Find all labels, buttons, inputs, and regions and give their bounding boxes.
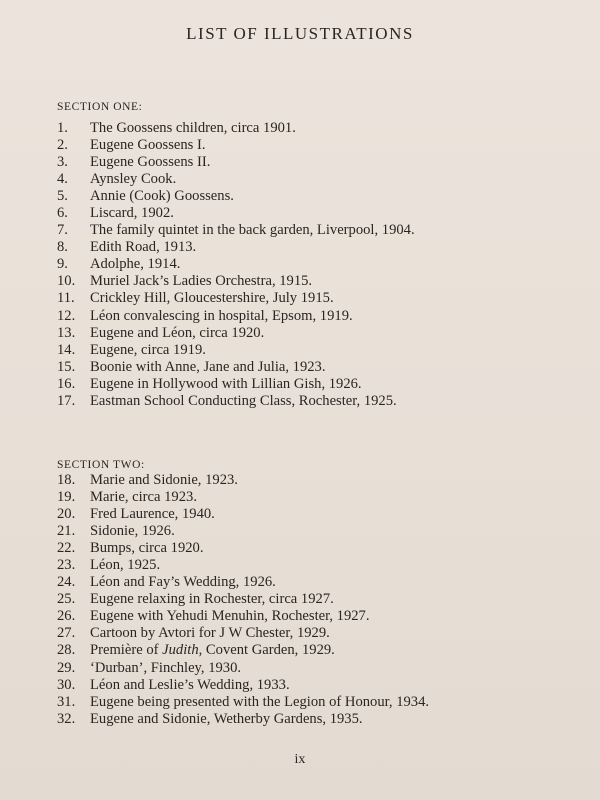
- item-caption: Marie and Sidonie, 1923.: [90, 472, 238, 488]
- illustration-item: [57, 290, 415, 307]
- item-caption: Marie, circa 1923.: [90, 489, 197, 506]
- item-caption: Eugene being presented with the Legion of Honour, 1934.: [90, 693, 430, 710]
- item-number: 31.: [57, 693, 76, 710]
- item-caption: Edith Road, 1913.: [90, 239, 197, 256]
- item-number: 17.: [57, 392, 76, 409]
- item-number: 26.: [57, 608, 76, 625]
- item-caption-italic: Judith: [162, 642, 199, 659]
- page-title: LIST OF ILLUSTRATIONS: [186, 24, 414, 43]
- illustration-item: [57, 308, 415, 325]
- item-caption: Annie (Cook) Goossens.: [90, 188, 234, 205]
- item-number: 29.: [57, 659, 76, 676]
- illustration-item: [57, 557, 429, 574]
- item-number: 22.: [57, 540, 76, 557]
- illustration-item: [57, 205, 415, 222]
- item-caption: Aynsley Cook.: [90, 171, 177, 188]
- illustration-item: [57, 239, 415, 256]
- illustration-item: [57, 506, 429, 523]
- page-number: ix: [294, 752, 306, 767]
- item-caption: Léon and Fay’s Wedding, 1926.: [90, 574, 276, 591]
- item-caption: Liscard, 1902.: [90, 205, 174, 222]
- illustration-item: [57, 137, 415, 154]
- illustration-item: [57, 342, 415, 359]
- item-number: 14.: [57, 341, 76, 358]
- item-number: 2.: [57, 137, 68, 154]
- item-caption: Adolphe, 1914.: [90, 256, 181, 273]
- item-number: 6.: [57, 205, 68, 222]
- item-caption: Léon, 1925.: [90, 557, 161, 574]
- item-number: 25.: [57, 591, 76, 608]
- illustration-item: [57, 574, 429, 591]
- item-number: 11.: [57, 290, 75, 307]
- illustration-item: [57, 472, 429, 489]
- item-number: 32.: [57, 710, 76, 727]
- illustration-item: [57, 523, 429, 540]
- item-number: 20.: [57, 506, 76, 523]
- item-number: 9.: [57, 256, 68, 273]
- illustration-item: [57, 154, 415, 171]
- item-caption: The Goossens children, circa 1901.: [90, 120, 296, 136]
- item-number: 24.: [57, 574, 76, 591]
- illustration-item: [57, 256, 415, 273]
- item-number: 7.: [57, 222, 68, 239]
- item-number: 12.: [57, 307, 76, 324]
- illustration-item: [57, 376, 415, 393]
- illustration-item: [57, 393, 415, 410]
- illustration-item: [57, 489, 429, 506]
- item-number: 19.: [57, 489, 76, 506]
- item-caption: Fred Laurence, 1940.: [90, 506, 215, 523]
- illustration-item: [57, 694, 429, 711]
- illustration-item: [57, 677, 429, 694]
- section-one-header: SECTION ONE:: [57, 101, 143, 113]
- illustration-item: [57, 608, 429, 625]
- item-caption: Cartoon by Avtori for J W Chester, 1929.: [90, 625, 330, 642]
- item-number: 4.: [57, 171, 68, 188]
- item-caption: ‘Durban’, Finchley, 1930.: [90, 659, 242, 676]
- item-caption: Eugene in Hollywood with Lillian Gish, 1926.: [90, 375, 362, 392]
- section-two-header: SECTION TWO:: [57, 459, 145, 471]
- item-caption: Eugene Goossens I.: [90, 137, 206, 154]
- item-caption: Muriel Jack’s Ladies Orchestra, 1915.: [90, 273, 313, 290]
- illustration-item: [57, 359, 415, 376]
- illustration-item: [57, 625, 429, 642]
- item-caption-rest: , Covent Garden, 1929.: [198, 642, 335, 659]
- illustration-item: [57, 325, 415, 342]
- illustration-item: [57, 591, 429, 608]
- section-two-list: [57, 472, 429, 728]
- item-number: 15.: [57, 358, 76, 375]
- item-caption: Bumps, circa 1920.: [90, 540, 204, 557]
- item-number: 30.: [57, 676, 76, 693]
- item-caption: Eugene with Yehudi Menuhin, Rochester, 1927.: [90, 608, 370, 625]
- item-caption: Eugene, circa 1919.: [90, 341, 206, 358]
- item-caption: Léon convalescing in hospital, Epsom, 1919.: [90, 307, 353, 324]
- illustration-item: [57, 222, 415, 239]
- item-caption: Eugene relaxing in Rochester, circa 1927.: [90, 591, 334, 608]
- illustration-item: [57, 642, 429, 659]
- item-number: 18.: [57, 472, 76, 488]
- item-caption: Eugene and Sidonie, Wetherby Gardens, 1935.: [90, 710, 363, 727]
- item-number: 10.: [57, 273, 76, 290]
- item-number: 3.: [57, 154, 68, 171]
- item-number: 13.: [57, 324, 76, 341]
- item-caption: Boonie with Anne, Jane and Julia, 1923.: [90, 358, 326, 375]
- item-number: 28.: [57, 642, 76, 659]
- illustration-item: [57, 711, 429, 728]
- item-caption: Léon and Leslie’s Wedding, 1933.: [90, 676, 290, 693]
- item-caption: Sidonie, 1926.: [90, 523, 175, 540]
- item-number: 1.: [57, 120, 68, 136]
- item-caption: Première of: [90, 642, 163, 659]
- item-caption: Eugene Goossens II.: [90, 154, 211, 171]
- item-number: 5.: [57, 188, 68, 205]
- item-number: 23.: [57, 557, 76, 574]
- item-number: 27.: [57, 625, 76, 642]
- item-caption: The family quintet in the back garden, Liverpool, 1904.: [90, 222, 415, 239]
- item-caption: Eugene and Léon, circa 1920.: [90, 324, 265, 341]
- illustration-item: [57, 273, 415, 290]
- illustration-item: [57, 188, 415, 205]
- illustration-item: [57, 120, 415, 137]
- illustration-item: [57, 540, 429, 557]
- item-number: 16.: [57, 375, 76, 392]
- item-caption: Eastman School Conducting Class, Rochester, 1925.: [90, 392, 397, 409]
- item-number: 8.: [57, 239, 68, 256]
- item-caption: Crickley Hill, Gloucestershire, July 1915.: [90, 290, 334, 307]
- illustration-item: [57, 171, 415, 188]
- section-one-list: [57, 120, 415, 410]
- illustration-item: [57, 660, 429, 677]
- item-number: 21.: [57, 523, 76, 540]
